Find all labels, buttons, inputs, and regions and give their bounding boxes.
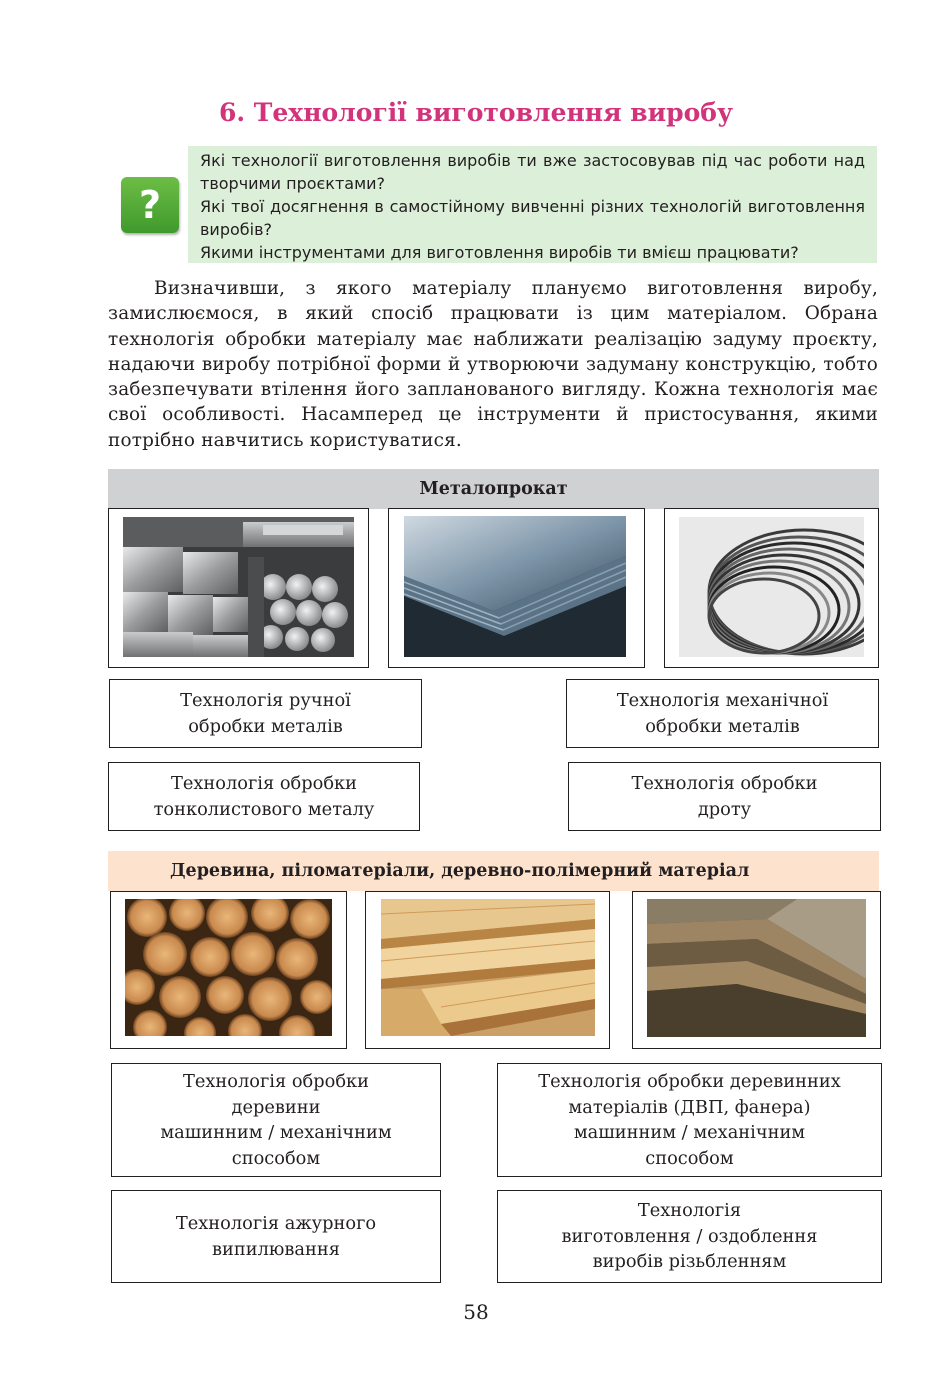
technology-box-wood-machine: Технологія обробки деревини машинним / механічним способом: [111, 1063, 441, 1177]
section-title: 6. Технології виготовлення виробу: [218, 98, 733, 127]
technology-box-wood-materials: Технологія обробки деревинних матеріалів (ДВП, фанера) машинним / механічним способом: [497, 1063, 882, 1177]
question-2: Які твої досягнення в самостійному вивченні різних технологій виготовлення виробів?: [200, 197, 865, 239]
question-3: Якими інструментами для виготовлення виробів ти вмієш працювати?: [200, 243, 799, 262]
intro-paragraph: Визначивши, з якого матеріалу плануємо виготовлення виробу, замислюємося, в який спосіб працювати із цим матеріалом. Обрана технологія обробки матеріалу має наближати реалізацію задуму проєкту, надаючи виробу потрібної форми й утворюючи задуману конструкцію, тобто забезпечувати втілення його запланованого вигляду. Кожна технологія має свої особливості. Насамперед це інструменти й пристосування, якими потрібно навчитись користуватися.: [108, 278, 878, 451]
technology-box-manual-metal: Технологія ручної обробки металів: [109, 679, 422, 748]
questions-box: [188, 146, 877, 263]
technology-box-carving: Технологія виготовлення / оздоблення виробів різьбленням: [497, 1190, 882, 1283]
particle-board-photo: [647, 899, 866, 1037]
wire-coil-photo: [679, 517, 864, 657]
sheet-metal-photo: [404, 516, 626, 657]
page-number: 58: [463, 1300, 489, 1324]
logs-photo: [125, 899, 332, 1036]
metal-heading: Металопрокат: [108, 469, 879, 509]
technology-box-sheet-metal: Технологія обробки тонколистового металу: [108, 762, 420, 831]
technology-box-mechanical-metal: Технологія механічної обробки металів: [566, 679, 879, 748]
question-icon: ?: [121, 177, 179, 233]
technology-box-wire: Технологія обробки дроту: [568, 762, 881, 831]
lumber-boards-photo: [381, 899, 595, 1036]
metal-profiles-photo: [123, 517, 354, 657]
wood-heading: Деревина, піломатеріали, деревно-полімерний матеріал: [108, 851, 879, 891]
technology-box-fretwork: Технологія ажурного випилювання: [111, 1190, 441, 1283]
question-1: Які технології виготовлення виробів ти вже застосовував під час роботи над творчими проєктами?: [200, 151, 865, 193]
